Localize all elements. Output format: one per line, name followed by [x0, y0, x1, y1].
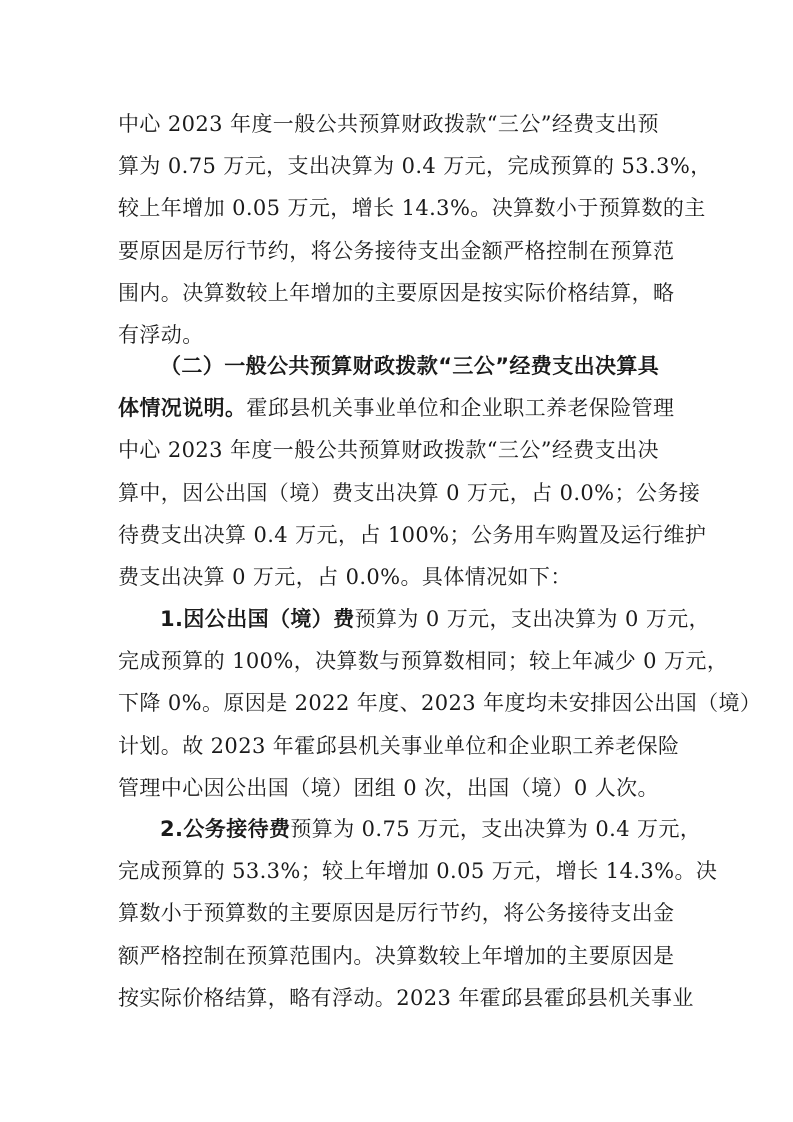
paragraph-4-line-text: 预算为 0.75 万元，支出决算为 0.4 万元， — [290, 817, 702, 841]
paragraph-1-line: 中心 2023 年度一般公共预算财政拨款“三公”经费支出预 — [118, 112, 659, 136]
paragraph-1-line: 算为 0.75 万元，支出决算为 0.4 万元，完成预算的 53.3%， — [118, 154, 712, 179]
paragraph-4-line: 额严格控制在预算范围内。决算数较上年增加的主要原因是 — [118, 943, 675, 968]
paragraph-2 — [118, 345, 707, 598]
paragraph-1-line: 有浮动。 — [118, 322, 204, 347]
paragraph-3-line: 下降 0%。原因是 2022 年度、2023 年度均未安排因公出国（境） — [118, 691, 762, 716]
section-heading: （二）一般公共预算财政拨款“三公”经费支出决算具 — [160, 354, 660, 378]
paragraph-3 — [118, 598, 762, 809]
paragraph-3-line: 计划。故 2023 年霍邱县机关事业单位和企业职工养老保险 — [118, 733, 680, 758]
paragraph-2-line: 中心 2023 年度一般公共预算财政拨款“三公”经费支出决 — [118, 438, 659, 463]
paragraph-3-line — [118, 598, 711, 640]
paragraph-2-line: 待费支出决算 0.4 万元，占 100%；公务用车购置及运行维护 — [118, 522, 707, 547]
paragraph-1 — [118, 103, 712, 356]
paragraph-2-line-text: 霍邱县机关事业单位和企业职工养老保险管理 — [246, 396, 675, 421]
item-label-travel: 1.因公出国（境）费 — [160, 607, 355, 631]
paragraph-4-line: 算数小于预算数的主要原因是厉行节约，将公务接待支出金 — [118, 901, 675, 926]
item-label-reception: 2.公务接待费 — [160, 817, 291, 841]
paragraph-4-line: 完成预算的 53.3%；较上年增加 0.05 万元，增长 14.3%。决 — [118, 859, 718, 884]
paragraph-3-line-text: 预算为 0 万元，支出决算为 0 万元， — [354, 607, 711, 631]
paragraph-4-line — [118, 808, 702, 850]
paragraph-4-line: 按实际价格结算，略有浮动。2023 年霍邱县霍邱县机关事业 — [118, 985, 694, 1010]
section-heading-tail: 体情况说明。 — [118, 396, 247, 421]
paragraph-3-line: 完成预算的 100%，决算数与预算数相同；较上年减少 0 万元， — [118, 649, 729, 674]
paragraph-1-line: 较上年增加 0.05 万元，增长 14.3%。决算数小于预算数的主 — [118, 196, 706, 221]
paragraph-2-line — [118, 387, 678, 429]
paragraph-4 — [118, 808, 718, 1019]
paragraph-1-line: 围内。决算数较上年增加的主要原因是按实际价格结算，略 — [118, 280, 675, 305]
paragraph-3-line: 管理中心因公出国（境）团组 0 次，出国（境）0 人次。 — [118, 775, 659, 800]
paragraph-2-line: 费支出决算 0 万元，占 0.0%。具体情况如下： — [118, 564, 572, 589]
paragraph-1-line: 要原因是厉行节约，将公务接待支出金额严格控制在预算范 — [118, 238, 675, 263]
paragraph-2-line: 算中，因公出国（境）费支出决算 0 万元，占 0.0%；公务接 — [118, 480, 701, 505]
